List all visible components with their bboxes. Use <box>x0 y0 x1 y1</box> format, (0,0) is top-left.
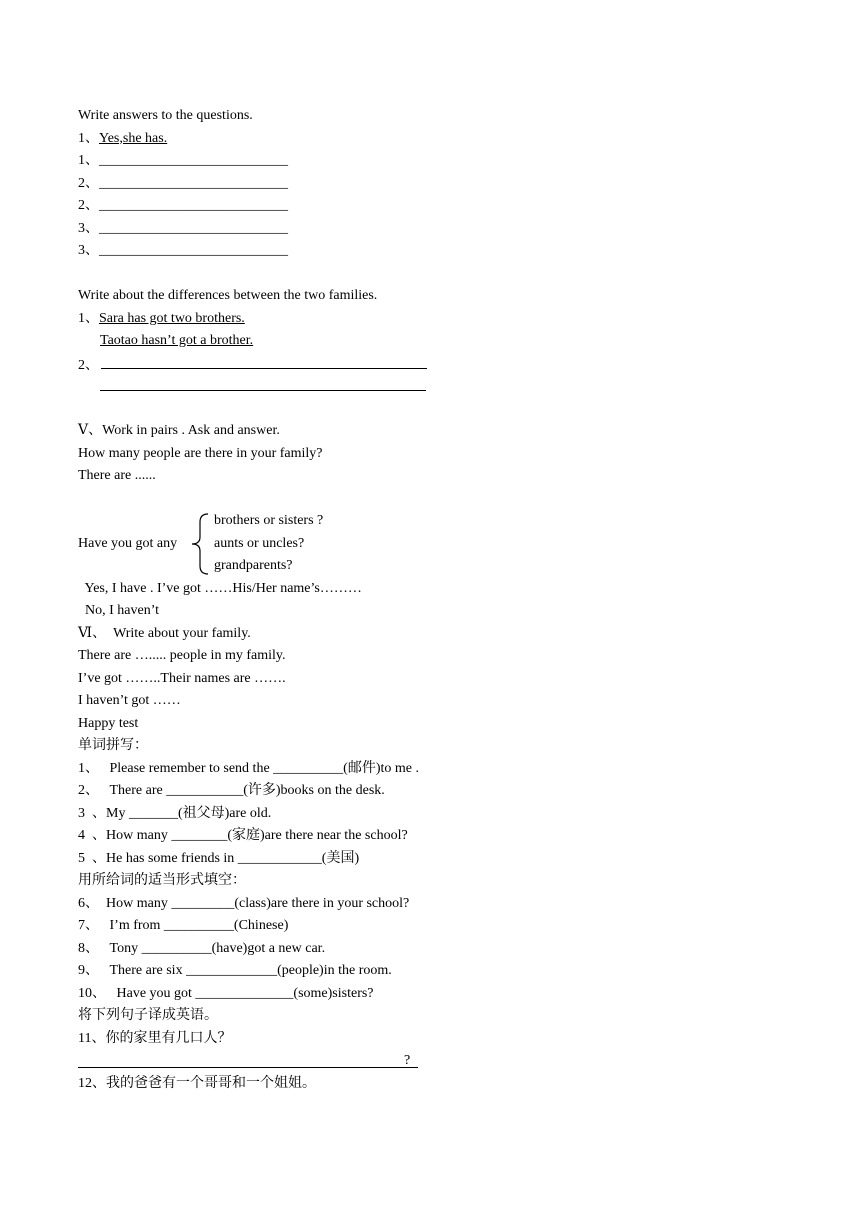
difference-row[interactable] <box>78 353 778 376</box>
section-a-heading: Write answers to the questions. <box>78 108 253 123</box>
answer-blank[interactable]: ___________________________ <box>99 243 288 258</box>
brace-option: aunts or uncles? <box>214 535 305 551</box>
spelling-item[interactable]: 1、 Please remember to send the __________(邮件)to me . <box>78 760 419 776</box>
spelling-item[interactable]: 3 、My _______(祖父母)are old. <box>78 805 272 821</box>
example-sentence: Taotao hasn’t got a brother. <box>100 333 254 348</box>
example-number: 1、 <box>78 310 99 326</box>
difference-row-continued[interactable] <box>78 375 778 398</box>
translate-answer-line[interactable] <box>78 1050 778 1073</box>
test-title: Happy test <box>78 715 139 731</box>
section-v-question: How many people are there in your family? <box>78 445 323 461</box>
brace-options <box>214 510 323 578</box>
worksheet-content <box>78 105 778 1095</box>
spacer <box>78 488 778 511</box>
row-number: 2、 <box>78 357 99 373</box>
answer-blank[interactable]: ___________________________ <box>99 175 288 191</box>
section-vi-line: I haven’t got …… <box>78 693 181 708</box>
section-a-example <box>78 128 778 151</box>
difference-blank-1[interactable] <box>101 353 427 369</box>
answer-row[interactable] <box>78 218 778 241</box>
answer-blank[interactable]: ___________________________ <box>99 220 288 236</box>
row-number: 1、 <box>78 153 99 168</box>
example-answer: Yes,she has. <box>99 130 168 146</box>
forms-item[interactable]: 6、 How many _________(class)are there in your school? <box>78 895 410 911</box>
row-number: 3、 <box>78 243 99 258</box>
section-b-example-line2 <box>78 330 778 353</box>
section-vi-line: There are …..... people in my family. <box>78 648 286 663</box>
answer-blank[interactable]: ___________________________ <box>99 153 288 168</box>
translate-item-11: 11、你的家里有几口人？ <box>78 1030 232 1046</box>
example-number: 1、 <box>78 130 99 146</box>
answer-rule[interactable] <box>78 1067 418 1068</box>
forms-heading: 用所给词的适当形式填空： <box>78 873 246 888</box>
spacer <box>78 263 778 286</box>
section-b-heading: Write about the differences between the two families. <box>78 288 378 303</box>
question-mark: ? <box>404 1053 411 1068</box>
forms-item[interactable]: 10、 Have you got ______________(some)sisters? <box>78 985 374 1001</box>
spelling-heading: 单词拼写： <box>78 738 148 753</box>
translate-heading: 将下列句子译成英语。 <box>78 1008 218 1023</box>
brace-option: grandparents? <box>214 558 293 573</box>
forms-item[interactable]: 9、 There are six _____________(people)in the room. <box>78 963 392 978</box>
section-vi-heading: Ⅵ、 Write about your family. <box>78 625 251 641</box>
answer-blank[interactable]: ___________________________ <box>99 198 288 213</box>
answer-row[interactable] <box>78 150 778 173</box>
section-b-example-line1 <box>78 308 778 331</box>
row-number: 3、 <box>78 220 99 236</box>
spacer <box>78 398 778 421</box>
brace-lead-text: Have you got any <box>78 535 178 551</box>
row-number: 2、 <box>78 198 99 213</box>
row-number: 2、 <box>78 175 99 191</box>
forms-item[interactable]: 8、 Tony __________(have)got a new car. <box>78 940 326 956</box>
forms-item[interactable]: 7、 I’m from __________(Chinese) <box>78 918 289 933</box>
brace-option: brothers or sisters ? <box>214 513 324 528</box>
section-v-heading: Ⅴ、Work in pairs . Ask and answer. <box>78 423 280 438</box>
spelling-item[interactable]: 2、 There are ___________(许多)books on the desk. <box>78 783 385 798</box>
section-v-answer-starter: There are ...... <box>78 468 156 483</box>
answer-row[interactable] <box>78 195 778 218</box>
brace-question-block <box>78 510 778 578</box>
difference-blank-2[interactable] <box>100 375 426 391</box>
answer-row[interactable] <box>78 173 778 196</box>
answer-row[interactable] <box>78 240 778 263</box>
curly-brace-icon <box>186 512 212 576</box>
spelling-item[interactable]: 5 、He has some friends in ____________(美国) <box>78 850 360 866</box>
section-vi-line: I’ve got ……..Their names are ……. <box>78 670 286 686</box>
no-answer: No, I haven’t <box>78 603 159 618</box>
translate-item-12: 12、我的爸爸有一个哥哥和一个姐姐。 <box>78 1075 316 1091</box>
spelling-item[interactable]: 4 、How many ________(家庭)are there near the school? <box>78 828 408 843</box>
example-sentence: Sara has got two brothers. <box>99 310 245 326</box>
yes-answer: Yes, I have . I’ve got ……His/Her name’s……… <box>78 580 362 596</box>
